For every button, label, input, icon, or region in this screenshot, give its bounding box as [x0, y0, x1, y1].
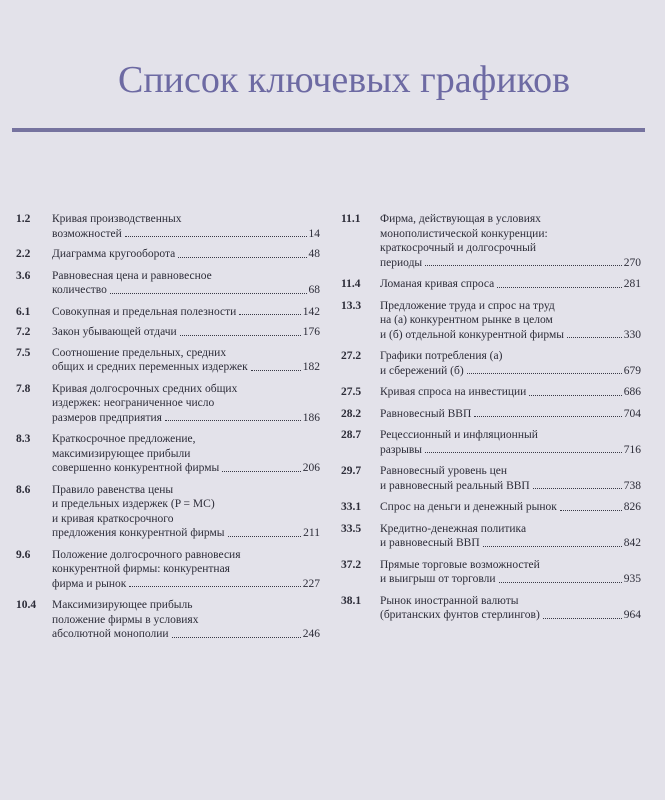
entry-title-line: предложения конкурентной фирмы [52, 527, 225, 539]
entry-body [380, 522, 641, 551]
dot-leader [172, 637, 301, 638]
toc-entry[interactable] [341, 349, 641, 378]
entry-body [52, 325, 320, 340]
entry-last-line [380, 364, 641, 379]
page-number: 826 [623, 501, 641, 513]
entry-last-line [52, 325, 320, 340]
entry-body [52, 247, 320, 262]
toc-entry[interactable] [16, 325, 320, 340]
entry-body [380, 299, 641, 343]
entry-body [380, 407, 641, 422]
entry-last-line [52, 577, 320, 592]
figure-number: 33.5 [341, 522, 362, 535]
page-number: 842 [623, 537, 641, 549]
entry-last-line [52, 461, 320, 476]
entry-title-line: Диаграмма кругооборота [52, 248, 176, 260]
entry-title-line: Предложение труда и спрос на труд [380, 299, 555, 312]
entry-title-line: и равновесный ВВП [380, 537, 480, 549]
entry-title-line: и (б) отдельной конкурентной фирмы [380, 328, 564, 341]
entry-title-line: Максимизирующее прибыль [52, 599, 193, 611]
page-number: 142 [302, 305, 320, 318]
page-number: 206 [302, 462, 320, 474]
page-number: 176 [302, 326, 320, 338]
entry-last-line [52, 411, 320, 426]
entry-title-line: Фирма, действующая в условиях [380, 213, 541, 225]
figure-number: 38.1 [341, 594, 362, 607]
entry-last-line [380, 608, 641, 623]
page-number: 246 [302, 628, 320, 640]
dot-leader [533, 488, 622, 489]
entry-last-line [52, 227, 320, 242]
dot-leader [251, 370, 301, 371]
entry-last-line [380, 256, 641, 271]
page-title: Список ключевых графиков [118, 59, 571, 101]
entry-title-line: Равновесная цена и равновесное [52, 269, 212, 282]
dot-leader [110, 293, 307, 294]
right-column [341, 212, 641, 623]
entry-title-line: общих и средних переменных издержек [52, 361, 248, 373]
page-number: 211 [303, 527, 320, 539]
entry-title-line: Кривая долгосрочных средних общих [52, 382, 238, 395]
entry-body [52, 212, 320, 241]
entry-title-line: издержек: неограниченное число [52, 397, 215, 409]
toc-entry[interactable] [341, 212, 641, 270]
figure-number: 6.1 [16, 305, 31, 318]
entry-title-line: Краткосрочное предложение, [52, 433, 196, 445]
page-number: 281 [623, 278, 641, 290]
entry-title-line: монополистической конкуренции: [380, 227, 548, 240]
figure-number: 8.6 [16, 483, 31, 496]
dot-leader [239, 314, 300, 315]
page-number: 186 [302, 411, 320, 424]
entry-title-line: периоды [380, 256, 423, 269]
dot-leader [499, 582, 622, 583]
entry-last-line [380, 536, 641, 551]
figure-number: 11.4 [341, 278, 361, 290]
entry-last-line [52, 526, 320, 541]
entry-last-line [380, 328, 641, 343]
entry-title-line: Графики потребления (а) [380, 350, 503, 362]
title-underline [12, 128, 645, 132]
entry-last-line [380, 443, 641, 458]
figure-number: 27.2 [341, 350, 362, 362]
entry-title-line: (британских фунтов стерлингов) [380, 609, 540, 621]
entry-title-line: Кредитно-денежная политика [380, 522, 527, 535]
figure-number: 33.1 [341, 501, 362, 513]
entry-body [380, 349, 641, 378]
entry-title-line: Спрос на деньги и денежный рынок [380, 501, 557, 513]
toc-entry[interactable] [16, 382, 320, 426]
entry-body [52, 382, 320, 426]
entry-body [380, 277, 641, 292]
entry-title-line: Рынок иностранной валюты [380, 594, 519, 607]
entry-body [380, 464, 641, 493]
toc-entry[interactable] [16, 548, 320, 592]
dot-leader [129, 586, 300, 587]
dot-leader [560, 510, 622, 511]
page-number: 716 [623, 443, 641, 456]
entry-title-line: разрывы [380, 443, 423, 456]
page-number: 935 [623, 573, 641, 585]
figure-number: 2.2 [16, 248, 31, 260]
dot-leader [178, 257, 306, 258]
page-number: 227 [302, 577, 320, 590]
dot-leader [165, 420, 301, 421]
entry-body [380, 558, 641, 587]
toc-entry[interactable] [16, 212, 320, 241]
figure-number: 3.6 [16, 269, 31, 282]
entry-title-line: краткосрочный и долгосрочный [380, 242, 537, 254]
toc-entry[interactable] [341, 277, 641, 292]
dot-leader [483, 546, 622, 547]
page-number: 48 [308, 248, 320, 260]
dot-leader [467, 373, 622, 374]
entry-title-line: Кривая производственных [52, 213, 182, 225]
toc-entry[interactable] [16, 598, 320, 642]
figure-number: 7.8 [16, 382, 31, 395]
toc-entry[interactable] [16, 483, 320, 541]
dot-leader [529, 395, 621, 396]
figure-number: 9.6 [16, 548, 31, 561]
page-number: 270 [623, 256, 641, 269]
entry-last-line [52, 283, 320, 298]
entry-title-line: Положение долгосрочного равновесия [52, 548, 241, 561]
toc-entry[interactable] [16, 247, 320, 262]
entry-title-line: Прямые торговые возможностей [380, 558, 540, 571]
toc-entry[interactable] [16, 346, 320, 375]
entry-title-line: конкурентной фирмы: конкурентная [52, 563, 230, 575]
entry-title-line: Закон убывающей отдачи [52, 326, 177, 338]
entry-body [52, 598, 320, 642]
entry-title-line: Равновесный уровень цен [380, 465, 508, 477]
entry-title-line: количество [52, 284, 107, 296]
page-number: 679 [623, 364, 641, 377]
entry-title-line: возможностей [52, 227, 122, 240]
entry-last-line [380, 385, 641, 400]
entry-body [52, 432, 320, 476]
entry-title-line: фирма и рынок [52, 577, 127, 590]
entry-title-line: Соотношение предельных, средних [52, 346, 227, 359]
page-number: 182 [302, 361, 320, 373]
entry-last-line [380, 407, 641, 422]
entry-body [380, 594, 641, 623]
entry-title-line: на (а) конкурентном рынке в целом [380, 314, 553, 326]
entry-title-line: совершенно конкурентной фирмы [52, 462, 220, 474]
entry-body [52, 548, 320, 592]
entry-title-line: максимизирующее прибыли [52, 447, 191, 460]
entry-last-line [380, 277, 641, 292]
entry-title-line: и выигрыш от торговли [380, 573, 496, 585]
entry-last-line [52, 247, 320, 262]
page-number: 68 [308, 284, 320, 296]
toc-entry[interactable] [16, 305, 320, 320]
figure-number: 37.2 [341, 558, 362, 571]
entry-title-line: и равновесный реальный ВВП [380, 479, 530, 492]
page-number: 738 [623, 479, 641, 492]
dot-leader [228, 536, 302, 537]
entry-body [380, 428, 641, 457]
entry-body [52, 269, 320, 298]
entry-last-line [380, 479, 641, 494]
toc-entry[interactable] [341, 594, 641, 623]
figure-number: 8.3 [16, 433, 31, 445]
entry-title-line: положение фирмы в условиях [52, 613, 199, 626]
entry-body [52, 483, 320, 541]
toc-entry[interactable] [341, 464, 641, 493]
entry-title-line: Кривая спроса на инвестиции [380, 386, 527, 398]
page-number: 14 [308, 227, 320, 240]
toc-entry[interactable] [341, 407, 641, 422]
toc-entry[interactable] [341, 385, 641, 400]
dot-leader [222, 471, 301, 472]
entry-title-line: Рецессионный и инфляционный [380, 429, 538, 441]
entry-last-line [52, 627, 320, 642]
entry-last-line [380, 572, 641, 587]
dot-leader [567, 337, 622, 338]
entry-last-line [52, 305, 320, 320]
entry-title-line: Ломаная кривая спроса [380, 278, 495, 290]
figure-number: 29.7 [341, 465, 362, 477]
entry-body [380, 212, 641, 270]
entry-title-line: размеров предприятия [52, 411, 162, 424]
entry-title-line: абсолютной монополии [52, 628, 169, 640]
entry-body [52, 346, 320, 375]
entry-title-line: Совокупная и предельная полезности [52, 305, 237, 318]
dot-leader [425, 452, 622, 453]
toc-entry[interactable] [341, 500, 641, 515]
entry-body [52, 305, 320, 320]
dot-leader [180, 335, 301, 336]
figure-number: 11.1 [341, 213, 361, 225]
entry-title-line: и сбережений (б) [380, 364, 464, 377]
entry-body [380, 500, 641, 515]
dot-leader [474, 416, 622, 417]
toc-entry[interactable] [16, 269, 320, 298]
dot-leader [543, 618, 622, 619]
figure-number: 13.3 [341, 299, 362, 312]
entry-body [380, 385, 641, 400]
dot-leader [497, 287, 622, 288]
figure-number: 7.2 [16, 326, 31, 338]
page-number: 686 [623, 386, 641, 398]
toc-entry[interactable] [341, 558, 641, 587]
toc-entry[interactable] [341, 428, 641, 457]
entry-last-line [380, 500, 641, 515]
entry-title-line: и предельных издержек (P = MC) [52, 498, 215, 510]
figure-number: 28.7 [341, 429, 362, 441]
toc-entry[interactable] [16, 432, 320, 476]
page-number: 964 [623, 609, 641, 621]
toc-entry[interactable] [341, 299, 641, 343]
toc-entry[interactable] [341, 522, 641, 551]
entry-last-line [52, 360, 320, 375]
figure-number: 7.5 [16, 346, 31, 359]
entry-title-line: Правило равенства цены [52, 483, 174, 496]
entry-title-line: Равновесный ВВП [380, 407, 472, 420]
figure-number: 27.5 [341, 386, 362, 398]
dot-leader [125, 236, 307, 237]
figure-number: 1.2 [16, 213, 31, 225]
entry-title-line: и кривая краткосрочного [52, 512, 174, 525]
figure-number: 28.2 [341, 407, 362, 420]
figure-number: 10.4 [16, 599, 37, 611]
page-number: 704 [623, 407, 641, 420]
dot-leader [425, 265, 622, 266]
left-column [16, 212, 320, 642]
page-number: 330 [623, 328, 641, 341]
